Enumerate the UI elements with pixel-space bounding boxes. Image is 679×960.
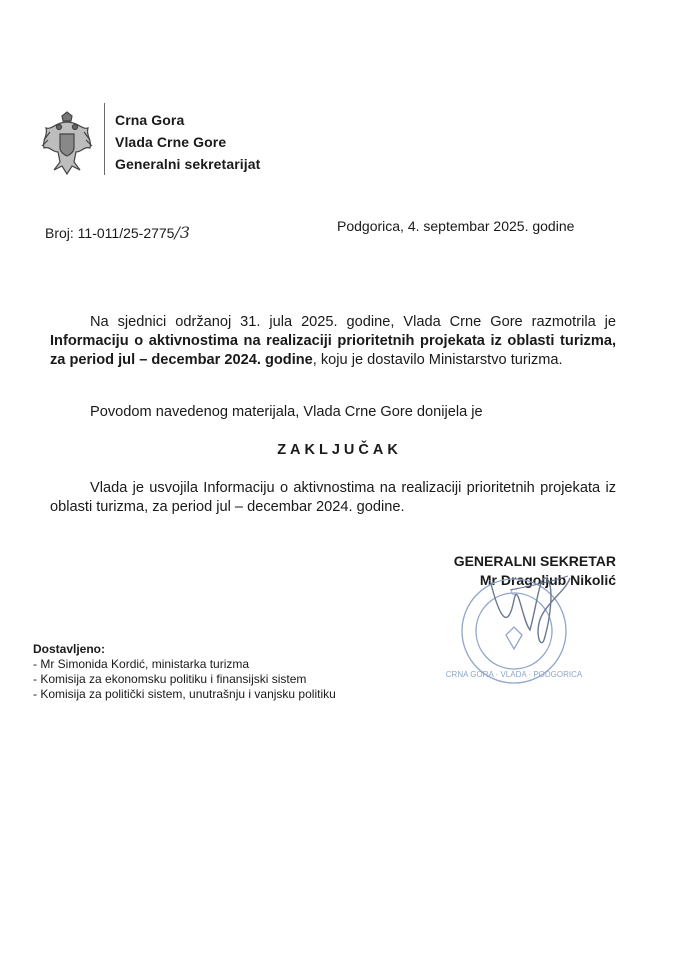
header-divider	[104, 103, 105, 175]
conclusion-heading: ZAKLJUČAK	[277, 442, 402, 458]
handwritten-signature-icon	[470, 560, 580, 655]
paragraph-conclusion: Vlada je usvojila Informaciju o aktivnostima na realizaciji prioritetnih projekata iz oblasti turizma, za period jul – decembar 2024. godine.	[50, 480, 616, 516]
stamp-city: CRNA GORA · VLADA · PODGORICA	[445, 670, 583, 679]
stamp-top-letter: C	[510, 587, 518, 597]
distribution-title: Dostavljeno:	[33, 642, 106, 656]
place-and-date: Podgorica, 4. septembar 2025. godine	[337, 218, 575, 234]
signature-name: Mr Dragoljub Nikolić	[479, 572, 616, 588]
distribution-item: - Komisija za ekonomsku politiku i finansijski sistem	[33, 672, 307, 686]
reference-number: Broj: 11-011/25-2775/3	[45, 223, 191, 242]
document-title: Informaciju o aktivnostima na realizaciji prioritetnih projekata iz oblasti turizma, za period jul – decembar 2024. godine	[50, 333, 616, 369]
header-government: Vlada Crne Gore	[115, 134, 227, 150]
paragraph-decision: Povodom navedenog materijala, Vlada Crne Gore donijela je	[90, 404, 483, 420]
distribution-item: - Komisija za politički sistem, unutrašnju i vanjsku politiku	[33, 687, 336, 701]
coat-of-arms-icon	[38, 110, 96, 176]
header-department: Generalni sekretarijat	[115, 156, 261, 172]
header-country: Crna Gora	[115, 112, 185, 128]
handwritten-suffix: /3	[174, 223, 191, 242]
signature-title: GENERALNI SEKRETAR	[453, 553, 616, 569]
paragraph-session: Na sjednici održanoj 31. jula 2025. godine, Vlada Crne Gore razmotrila je Informaciju o aktivnostima na realizaciji prioritetnih projekata iz oblasti turizma, za period jul – decembar 2024. godine, koju je dostavilo Ministarstvo turizma.	[50, 314, 616, 369]
distribution-item: - Mr Simonida Kordić, ministarka turizma	[33, 657, 250, 671]
